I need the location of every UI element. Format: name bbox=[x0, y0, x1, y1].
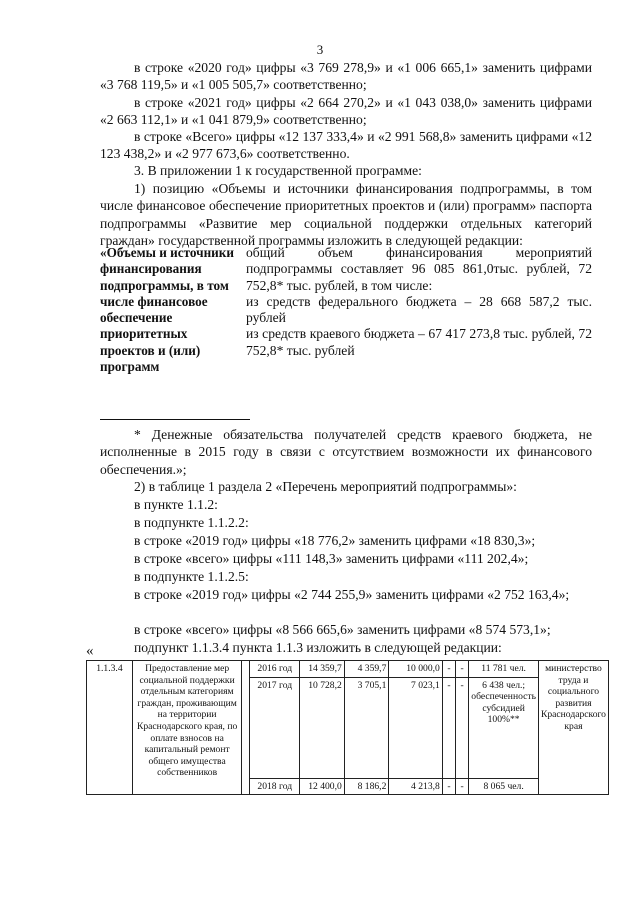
passport-position bbox=[100, 245, 592, 405]
table-code: 1.1.3.4 bbox=[87, 661, 133, 795]
passport-total: общий объем финансирования мероприятий подпрограммы составляет 96 085 861,0тыс. рублей, 72 752,8* тыс. рублей, в том числе: bbox=[246, 245, 592, 293]
table-dash: - bbox=[456, 661, 469, 678]
footnote: * Денежные обязательства получателей средств краевого бюджета, не исполненные в 2015 году в связи с отсутствием возможности их финансового обеспечения.»; bbox=[100, 427, 592, 477]
table-value-1: 4 359,7 bbox=[344, 661, 389, 678]
table-year: 2017 год bbox=[250, 677, 300, 778]
footnote-divider bbox=[100, 419, 250, 420]
paragraph-2019-replace-2: в строке «2019 год» цифры «2 744 255,9» заменить цифрами «2 752 163,4»; bbox=[134, 587, 570, 602]
passport-label: «Объемы и источники финансирования подпрограммы, в том числе финансовое обеспечение приоритетных проектов и (или) программ bbox=[100, 245, 234, 375]
table-dash: - bbox=[456, 778, 469, 795]
paragraph-2021: в строке «2021 год» цифры «2 664 270,2» и «1 043 038,0» заменить цифрами «2 663 112,1» и «1 041 879,9» соответственно; bbox=[100, 95, 592, 128]
paragraph-all-replace: в строке «всего» цифры «111 148,3» заменить цифрами «111 202,4»; bbox=[134, 551, 529, 566]
table-gap bbox=[242, 661, 250, 795]
table-dash: - bbox=[456, 677, 469, 778]
table-dash: - bbox=[442, 661, 455, 678]
paragraph-sub-1-1-2-5: в подпункте 1.1.2.5: bbox=[134, 569, 249, 584]
table-value-1: 3 705,1 bbox=[344, 677, 389, 778]
table-dash: - bbox=[442, 677, 455, 778]
table-value-2: 10 000,0 bbox=[389, 661, 442, 678]
paragraph-2020: в строке «2020 год» цифры «3 769 278,9» и «1 006 665,1» заменить цифрами «3 768 119,5» и «1 005 505,7» соответственно; bbox=[100, 60, 592, 93]
opening-quote: « bbox=[86, 643, 94, 659]
paragraph-sub-1-1-3-4: подпункт 1.1.3.4 пункта 1.1.3 изложить в следующей редакции: bbox=[134, 640, 502, 655]
page-number: 3 bbox=[316, 42, 324, 57]
passport-body bbox=[246, 245, 592, 359]
table-description: Предоставление мер социальной поддержки отдельным категориям граждан, проживающим на территории Краснодарского края, по оплате взносов на капитальный ремонт общего имущества собственников bbox=[132, 661, 242, 795]
paragraph-all-replace-2: в строке «всего» цифры «8 566 665,6» заменить цифрами «8 574 573,1»; bbox=[134, 622, 551, 637]
table-row bbox=[87, 661, 609, 678]
table-total: 12 400,0 bbox=[300, 778, 345, 795]
paragraph-2019-replace: в строке «2019 год» цифры «18 776,2» заменить цифрами «18 830,3»; bbox=[134, 533, 536, 548]
passport-regional: из средств краевого бюджета – 67 417 273,8 тыс. рублей, 72 752,8* тыс. рублей bbox=[246, 326, 592, 358]
paragraph-section-3: 3. В приложении 1 к государственной программе: bbox=[134, 163, 422, 178]
table-result: 11 781 чел. bbox=[469, 661, 539, 678]
passport-federal: из средств федерального бюджета – 28 668 587,2 тыс. рублей bbox=[246, 293, 592, 326]
table-value-2: 7 023,1 bbox=[389, 677, 442, 778]
table-result: 6 438 чел.; обеспеченность субсидией 100%** bbox=[469, 677, 539, 778]
table-year: 2018 год bbox=[250, 778, 300, 795]
table-total: 14 359,7 bbox=[300, 661, 345, 678]
paragraph-item-1: 1) позицию «Объемы и источники финансирования подпрограммы, в том числе финансовое обеспечение приоритетных проектов и (или) программ» паспорта подпрограммы «Развитие мер социальной поддержки отдельных категорий граждан» государственной программы изложить в следующей редакции: bbox=[100, 181, 592, 248]
table-result: 8 065 чел. bbox=[469, 778, 539, 795]
paragraph-item-2: 2) в таблице 1 раздела 2 «Перечень мероприятий подпрограммы»: bbox=[134, 479, 517, 494]
table-year: 2016 год bbox=[250, 661, 300, 678]
measures-table bbox=[86, 660, 609, 795]
table-executor: министерство труда и социального развития Краснодарского края bbox=[538, 661, 608, 795]
table-dash: - bbox=[442, 778, 455, 795]
table-value-2: 4 213,8 bbox=[389, 778, 442, 795]
table-value-1: 8 186,2 bbox=[344, 778, 389, 795]
paragraph-point-1-1-2: в пункте 1.1.2: bbox=[134, 497, 218, 512]
table-total: 10 728,2 bbox=[300, 677, 345, 778]
paragraph-sub-1-1-2-2: в подпункте 1.1.2.2: bbox=[134, 515, 249, 530]
paragraph-total: в строке «Всего» цифры «12 137 333,4» и «2 991 568,8» заменить цифрами «12 123 438,2» и «2 977 673,6» соответственно. bbox=[100, 129, 592, 162]
